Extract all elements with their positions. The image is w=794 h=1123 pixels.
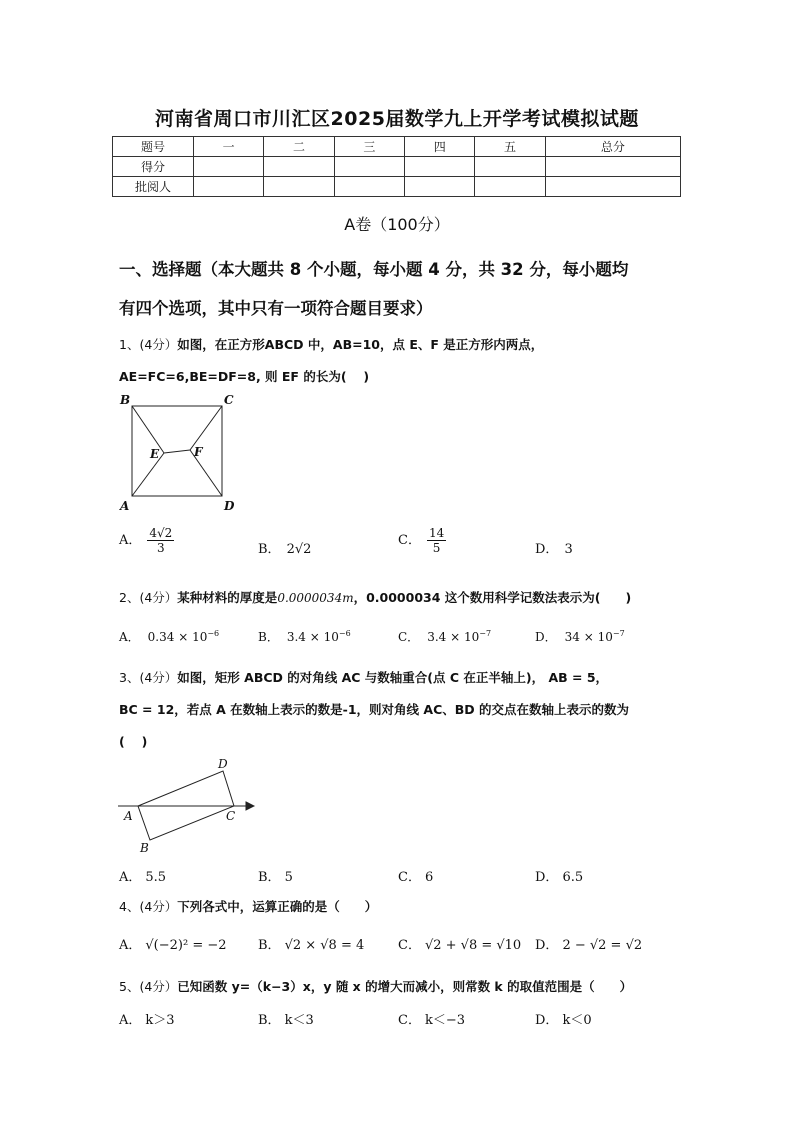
grader-input-cell[interactable] [334, 177, 404, 197]
label-e: E [150, 447, 160, 461]
q5-option-d[interactable] [535, 1009, 592, 1028]
option-value: 5 [284, 870, 293, 885]
option-label: A． [119, 1013, 142, 1028]
option-value: 34 × 10 [564, 630, 613, 644]
question-prefix: 4、(4分） [119, 899, 178, 914]
table-cell: 三 [334, 137, 404, 157]
exponent: −7 [612, 629, 625, 638]
option-label: A． [119, 938, 142, 953]
volume-heading: A卷（100分） [344, 215, 450, 234]
option-label: B． [258, 870, 281, 885]
grader-input-cell[interactable] [264, 177, 334, 197]
score-input-cell[interactable] [264, 157, 334, 177]
table-cell: 总分 [545, 137, 680, 157]
option-label: C． [398, 870, 421, 885]
q4-option-c[interactable] [398, 934, 521, 953]
rectangle-numberline-figure [112, 756, 262, 856]
question-3-line3: ( ) [119, 734, 148, 749]
option-value: 6.5 [562, 870, 584, 885]
question-text: 已知函数 y=（k−3）x，y 随 x 的增大而减小，则常数 k 的取值范围是（ ） [177, 979, 633, 994]
exponent: −6 [207, 629, 220, 638]
question-2 [119, 588, 631, 606]
table-cell: 五 [475, 137, 545, 157]
q4-option-a[interactable] [119, 934, 227, 953]
table-cell: 一 [194, 137, 264, 157]
question-text: 下列各式中，运算正确的是（ ） [177, 899, 378, 914]
table-cell: 得分 [113, 157, 194, 177]
option-value: k＜0 [562, 1013, 592, 1028]
section-heading-line1: 一、选择题（本大题共 8 个小题，每小题 4 分，共 32 分，每小题均 [119, 260, 629, 279]
option-label: C． [398, 533, 421, 548]
label-c: C [224, 393, 234, 407]
table-row [113, 157, 681, 177]
q5-option-c[interactable] [398, 1009, 465, 1028]
label-b: B [120, 393, 131, 407]
q2-option-a[interactable] [119, 628, 219, 645]
option-label: C． [398, 630, 420, 644]
option-label: B． [258, 630, 279, 644]
q2-option-d[interactable] [535, 628, 625, 645]
option-value: √2 × √8 = 4 [284, 938, 365, 953]
option-value: 2 − √2 = √2 [562, 938, 643, 953]
page-title: 河南省周口市川汇区2025届数学九上开学考试模拟试题 [155, 108, 639, 130]
question-prefix: 5、(4分） [119, 979, 178, 994]
grader-input-cell[interactable] [475, 177, 545, 197]
fraction [427, 526, 446, 555]
question-text-end: ，0.0000034 这个数用科学记数法表示为( ) [353, 590, 632, 605]
option-value: 3.4 × 10 [286, 630, 339, 644]
question-text: 某种材料的厚度是 [177, 590, 278, 605]
option-value: k＜−3 [424, 1013, 465, 1028]
q1-option-b[interactable] [258, 538, 311, 557]
square-figure [112, 388, 242, 516]
denominator: 5 [432, 541, 441, 555]
denominator: 3 [157, 541, 165, 555]
option-label: C． [398, 938, 421, 953]
segment-ef [164, 450, 190, 453]
question-prefix: 1、(4分） [119, 337, 178, 352]
q1-option-d[interactable] [535, 538, 573, 557]
table-cell: 题号 [113, 137, 194, 157]
table-cell: 四 [405, 137, 475, 157]
table-row [113, 177, 681, 197]
score-input-cell[interactable] [405, 157, 475, 177]
option-value: k＜3 [284, 1013, 314, 1028]
question-5 [119, 977, 632, 995]
q3-option-c[interactable] [398, 866, 433, 885]
option-value: 3 [564, 542, 573, 557]
question-1 [119, 335, 543, 353]
option-label: B． [258, 1013, 281, 1028]
score-table [112, 136, 681, 197]
fraction [147, 526, 174, 555]
score-input-cell[interactable] [545, 157, 680, 177]
question-1-line2: AE=FC=6,BE=DF=8, 则 EF 的长为( ) [119, 369, 370, 384]
q4-option-d[interactable] [535, 934, 642, 953]
label-d: D [218, 757, 228, 771]
score-input-cell[interactable] [194, 157, 264, 177]
q5-option-b[interactable] [258, 1009, 314, 1028]
option-value: 3.4 × 10 [427, 630, 480, 644]
grader-input-cell[interactable] [545, 177, 680, 197]
q3-option-d[interactable] [535, 866, 583, 885]
grader-input-cell[interactable] [194, 177, 264, 197]
exponent: −7 [479, 629, 492, 638]
grader-input-cell[interactable] [405, 177, 475, 197]
option-value: 0.34 × 10 [147, 630, 208, 644]
axis-arrow-icon [246, 802, 254, 810]
question-text: 如图，矩形 ABCD 的对角线 AC 与数轴重合(点 C 在正半轴上)， AB = 5， [177, 670, 609, 685]
option-label: D． [535, 938, 559, 953]
label-f: F [194, 445, 203, 459]
option-label: D． [535, 1013, 559, 1028]
option-label: D． [535, 870, 559, 885]
option-label: A． [119, 630, 140, 644]
option-label: A． [119, 870, 142, 885]
option-value: 5.5 [145, 870, 167, 885]
option-label: B． [258, 542, 281, 557]
option-value: 2√2 [286, 542, 312, 557]
label-a: A [120, 499, 130, 513]
score-input-cell[interactable] [334, 157, 404, 177]
exponent: −6 [338, 629, 351, 638]
option-value: √(−2)² = −2 [145, 938, 227, 953]
option-value: k＞3 [145, 1013, 175, 1028]
option-label: B． [258, 938, 281, 953]
option-value: √2 + √8 = √10 [424, 938, 522, 953]
label-b: B [140, 841, 149, 855]
segment-ae [132, 453, 164, 496]
segment-be [132, 406, 164, 453]
segment-fc [190, 406, 222, 450]
option-label: D． [535, 630, 557, 644]
numerator: 4√2 [149, 526, 173, 540]
q2-option-b[interactable] [258, 628, 351, 645]
label-c: C [226, 809, 236, 823]
section-heading-line2: 有四个选项，其中只有一项符合题目要求） [119, 299, 433, 318]
option-label: A． [119, 533, 142, 548]
score-input-cell[interactable] [475, 157, 545, 177]
table-row [113, 137, 681, 157]
question-3-line2: BC = 12，若点 A 在数轴上表示的数是-1，则对角线 AC、BD 的交点在数轴上表示的数为 [119, 702, 629, 717]
q1-option-a[interactable] [119, 526, 174, 555]
q1-option-c[interactable] [398, 526, 446, 555]
table-cell: 二 [264, 137, 334, 157]
question-4 [119, 897, 377, 915]
option-label: D． [535, 542, 559, 557]
option-label: C． [398, 1013, 421, 1028]
option-value: 6 [424, 870, 434, 885]
q4-option-b[interactable] [258, 934, 364, 953]
label-d: D [224, 499, 235, 513]
q3-option-a[interactable] [119, 866, 166, 885]
table-cell: 批阅人 [113, 177, 194, 197]
label-a: A [124, 809, 133, 823]
question-text: 如图，在正方形ABCD 中，AB=10，点 E、F 是正方形内两点， [177, 337, 544, 352]
question-prefix: 3、(4分） [119, 670, 178, 685]
q2-option-c[interactable] [398, 628, 491, 645]
q5-option-a[interactable] [119, 1009, 175, 1028]
math-value: 0.0000034m [277, 591, 354, 605]
q3-option-b[interactable] [258, 866, 293, 885]
question-3 [119, 668, 608, 686]
question-prefix: 2、(4分） [119, 590, 178, 605]
numerator: 14 [428, 526, 445, 540]
